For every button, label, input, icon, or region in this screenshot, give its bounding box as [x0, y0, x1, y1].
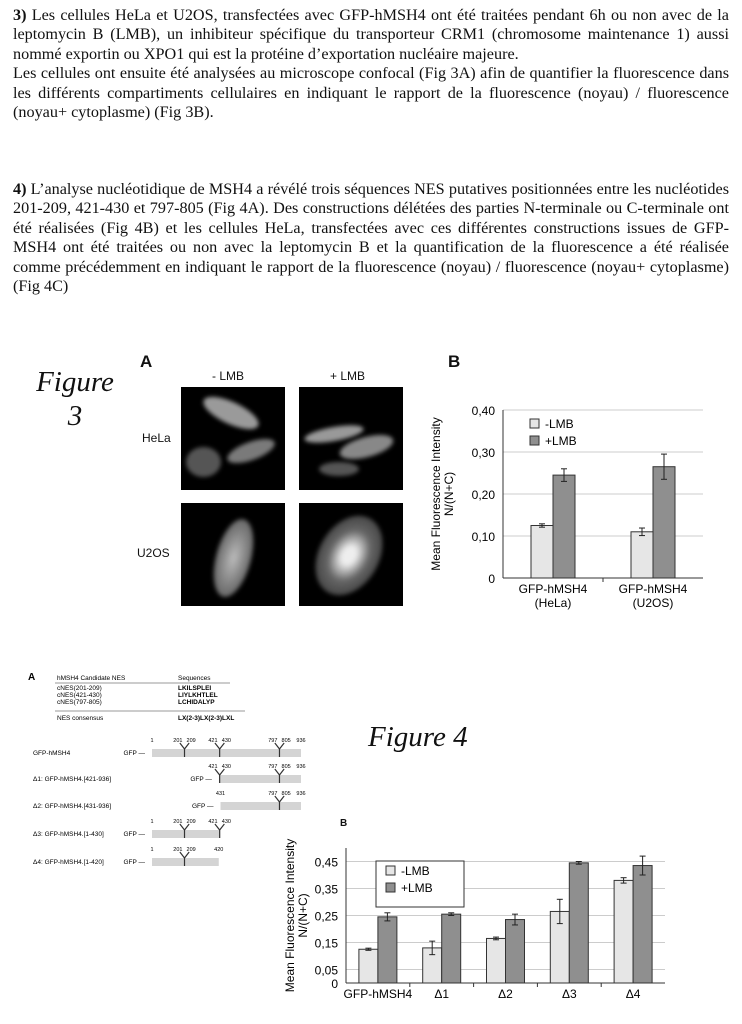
residue-number: 1 — [150, 738, 154, 744]
gfp-label: GFP — — [123, 831, 145, 838]
x-tick-label: Δ1 — [434, 987, 450, 1001]
residue-number: 421 — [208, 819, 218, 825]
residue-number: 430 — [221, 738, 231, 744]
table-cell: LX(2-3)LX(2-3)LXL — [178, 715, 235, 722]
paragraph-number: 4) — [13, 180, 27, 198]
residue-number: 805 — [281, 738, 291, 744]
residue-number: 421 — [208, 764, 218, 770]
y-tick-label: 0,10 — [471, 530, 495, 544]
y-tick-label: 0,40 — [471, 404, 495, 418]
residue-number: 421 — [208, 738, 218, 744]
y-axis-label: Mean Fluorescence Intensity — [283, 838, 297, 993]
y-tick-label: 0,30 — [471, 446, 495, 460]
table-cell: cNES(201-209) — [57, 685, 102, 692]
construct-label: Δ1: GFP-hMSH4.[421-936] — [33, 776, 112, 783]
residue-number: 430 — [221, 819, 231, 825]
column-label-plus-lmb: + LMB — [330, 369, 366, 383]
residue-number: 797 — [268, 738, 278, 744]
paragraph-number: 3) — [13, 6, 27, 24]
legend-label: +LMB — [401, 881, 433, 895]
protein-bar — [152, 749, 301, 757]
protein-bar — [221, 802, 301, 810]
legend-label: -LMB — [545, 417, 574, 431]
table-header: Sequences — [178, 675, 211, 682]
figure-title-line: 3 — [67, 400, 83, 432]
gfp-label: GFP — — [123, 859, 145, 866]
residue-number: 936 — [296, 764, 306, 770]
x-tick-label: (U2OS) — [632, 596, 674, 610]
residue-number: 201 — [173, 819, 183, 825]
row-label-u2os: U2OS — [137, 546, 170, 560]
row-label-hela: HeLa — [142, 431, 171, 445]
residue-number: 201 — [173, 847, 183, 853]
y-tick-label: 0,35 — [314, 882, 338, 897]
panel-label-a: A — [140, 352, 153, 371]
residue-number: 936 — [296, 738, 306, 744]
y-tick-label: 0,15 — [314, 936, 338, 951]
micrograph-hela-minus-lmb — [181, 387, 285, 490]
bar-lmb — [359, 949, 378, 983]
figure-4b-bar-chart — [280, 835, 680, 1024]
construct-label: Δ2: GFP-hMSH4.[431-936] — [33, 803, 112, 810]
construct-label: Δ3: GFP-hMSH4.[1-430] — [33, 831, 104, 838]
residue-number: 936 — [296, 791, 306, 797]
table-cell: cNES(421-430) — [57, 692, 102, 699]
paragraph-text: Les cellules HeLa et U2OS, transfectées avec GFP-hMSH4 ont été traitées pendant 6h ou non avec de la leptomycin B (LMB), un inhibiteur spécifique du transporteur CRM1 (chromosome maintenance 1) aussi nommé exportin ou XPO1 qui est la protéine d’exportation nucléaire majeure. — [13, 6, 729, 63]
table-header: hMSH4 Candidate NES — [57, 675, 126, 682]
x-tick-label: Δ2 — [498, 987, 513, 1001]
panel-label-a: A — [28, 672, 36, 683]
micrograph-hela-plus-lmb — [299, 387, 403, 490]
construct-label: GFP-hMSH4 — [33, 750, 71, 757]
table-cell: LCHIDALYP — [178, 699, 215, 706]
legend-label: +LMB — [545, 434, 577, 448]
y-tick-label: 0,05 — [314, 963, 338, 978]
table-cell: LIYLKHTLEL — [178, 692, 218, 699]
y-tick-label: 0 — [488, 572, 495, 586]
panel-label-b: B — [340, 818, 348, 829]
bar-lmb — [614, 880, 633, 983]
table-cell: LKILSPLEI — [178, 685, 212, 692]
x-tick-label: GFP-hMSH4 — [343, 987, 413, 1001]
legend-swatch — [530, 419, 539, 428]
bar-lmb — [653, 467, 675, 578]
residue-number: 209 — [186, 847, 196, 853]
x-tick-label: (HeLa) — [534, 596, 572, 610]
residue-number: 209 — [186, 819, 196, 825]
gfp-label: GFP — — [190, 776, 212, 783]
residue-number: 797 — [268, 764, 278, 770]
y-tick-label: 0,25 — [314, 909, 338, 924]
figure-4-title: Figure 4 — [368, 721, 468, 753]
figure-3-title — [20, 365, 130, 433]
table-cell: NES consensus — [57, 715, 104, 722]
bar-lmb — [569, 863, 588, 983]
protein-bar — [219, 775, 301, 783]
construct-label: Δ4: GFP-hMSH4.[1-420] — [33, 859, 104, 866]
y-axis-label: N/(N+C) — [296, 893, 310, 938]
protein-bar — [152, 858, 219, 866]
bar-lmb — [378, 917, 397, 983]
residue-number: 1 — [150, 847, 154, 853]
bar-lmb — [633, 866, 652, 983]
micrograph-u2os-plus-lmb — [299, 503, 403, 606]
residue-number: 805 — [281, 764, 291, 770]
y-axis-label: Mean Fluorescence Intensity — [429, 417, 443, 571]
y-tick-label: 0,20 — [471, 488, 495, 502]
paragraph-text: Les cellules ont ensuite été analysées au microscope confocal (Fig 3A) afin de quantifier la fluorescence dans les différents compartiments cellulaires en indiquant le rapport de la fluorescence (noyau) / fluorescence (noyau+ cytoplasme) (Fig 3B). — [13, 64, 729, 122]
residue-number: 420 — [214, 847, 224, 853]
legend-label: -LMB — [401, 864, 430, 878]
x-tick-label: GFP-hMSH4 — [618, 582, 688, 596]
bar-lmb — [631, 532, 653, 578]
table-cell: cNES(797-805) — [57, 699, 102, 706]
paragraph-text: L’analyse nucléotidique de MSH4 a révélé trois séquences NES putatives positionnées entre les nucléotides 201-209, 421-430 et 797-805 (Fig 4A). Des constructions délétées des parties N-terminale ou C-terminale ont été réalisées (Fig 4B) et les cellules HeLa, transfectées avec ces différentes constructions issues de GFP-MSH4 ont été traitées ou non avec la leptomycin B et la quantification de la fluorescence a été réalisée comme précédemment en indiquant le rapport de la fluorescence (noyau) / fluorescence (noyau+ cytoplasme) (Fig 4C) — [13, 180, 729, 296]
legend-swatch — [386, 883, 395, 892]
bar-lmb — [442, 914, 461, 983]
bar-lmb — [506, 920, 525, 983]
paragraph-4 — [13, 180, 729, 296]
residue-number: 431 — [215, 791, 226, 797]
gfp-label: GFP — — [191, 803, 214, 810]
bar-lmb — [487, 938, 506, 983]
figure-3b-bar-chart — [425, 395, 725, 635]
residue-number: 805 — [281, 791, 291, 797]
y-axis-label: N/(N+C) — [442, 471, 456, 517]
residue-number: 797 — [268, 791, 278, 797]
x-tick-label: GFP-hMSH4 — [518, 582, 588, 596]
micrograph-u2os-minus-lmb — [181, 503, 285, 606]
bar-lmb — [531, 526, 553, 579]
bar-lmb — [553, 475, 575, 578]
figure-title-line: Figure — [36, 366, 114, 398]
residue-number: 201 — [173, 738, 183, 744]
x-tick-label: Δ4 — [625, 987, 641, 1001]
panel-label-b: B — [448, 352, 461, 371]
residue-number: 430 — [221, 764, 231, 770]
paragraph-3 — [13, 6, 729, 122]
residue-number: 209 — [186, 738, 196, 744]
protein-bar — [152, 830, 220, 838]
y-tick-label: 0,45 — [314, 855, 338, 870]
legend-swatch — [386, 866, 395, 875]
legend-swatch — [530, 436, 539, 445]
y-tick-label: 0 — [331, 977, 338, 991]
x-tick-label: Δ3 — [561, 987, 577, 1001]
column-label-minus-lmb: - LMB — [212, 369, 245, 383]
residue-number: 1 — [150, 819, 154, 825]
gfp-label: GFP — — [123, 750, 145, 757]
